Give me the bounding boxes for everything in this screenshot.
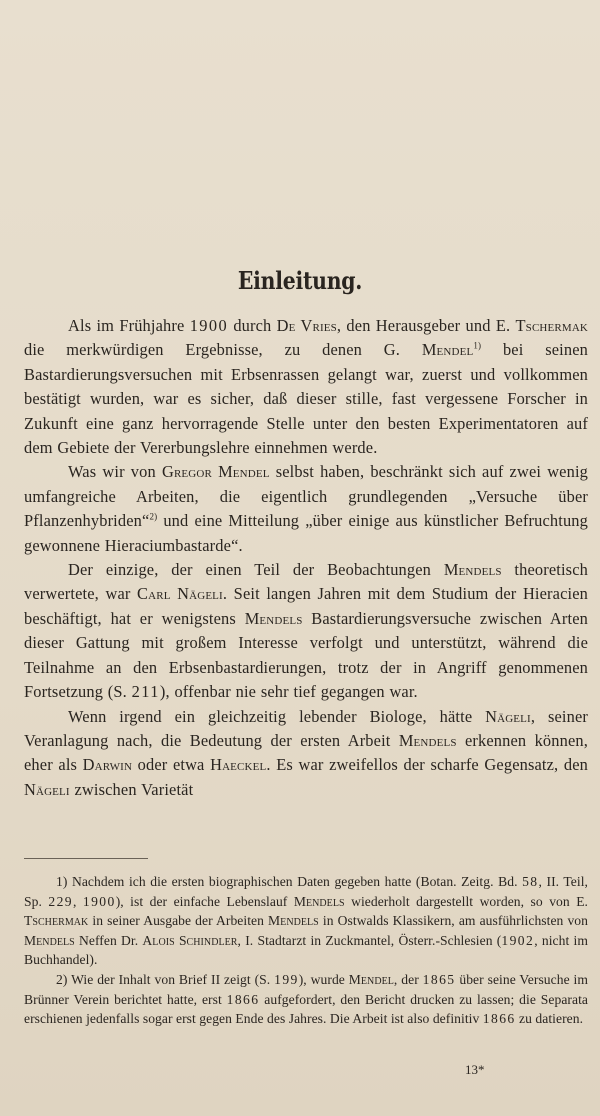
text-run: theoretisch verwertete, war bbox=[24, 560, 588, 604]
name-small-caps: Mendels bbox=[398, 730, 457, 750]
text-run: , bbox=[72, 893, 83, 909]
name-small-caps: Mendels bbox=[293, 893, 345, 909]
text-run: in Ostwalds Klassikern, am ausführlichsten von bbox=[318, 913, 588, 929]
text-run: aufgefordert, den Bericht drucken zu lassen; die Separata erschienen jedenfalls sogar erst gegen Ende des Jahres. Die Arbeit ist also definitiv bbox=[24, 991, 588, 1027]
text-run: selbst haben, beschränkt sich auf zwei wenig umfangreiche Arbeiten, die eigentlich grundlegenden „Versuche über Pflanzenhybriden“ bbox=[24, 462, 589, 531]
name-small-caps: Mendels bbox=[24, 932, 75, 948]
paragraph bbox=[24, 314, 588, 460]
text-run: 1866 bbox=[226, 991, 260, 1007]
text-run: , seiner Veranlagung nach, die Bedeutung der ersten Arbeit bbox=[24, 706, 588, 750]
text-run: Neffen Dr. bbox=[74, 932, 143, 948]
name-small-caps: Gregor Mendel bbox=[161, 462, 270, 482]
text-run: ), wurde bbox=[298, 971, 349, 987]
text-run: durch bbox=[228, 316, 277, 335]
name-small-caps: Darwin bbox=[82, 755, 133, 775]
paragraph bbox=[24, 558, 588, 704]
footnote-marker: 2) bbox=[149, 511, 158, 522]
text-run: 199 bbox=[274, 971, 299, 987]
name-small-caps: Alois Schindler bbox=[142, 932, 238, 948]
text-run: 1) Nachdem ich die ersten biographischen Daten gegeben hatte (Botan. Zeitg. Bd. bbox=[56, 874, 523, 889]
text-run: Was wir von bbox=[68, 462, 162, 482]
paragraph bbox=[24, 460, 588, 558]
footnote-marker: 1) bbox=[473, 340, 482, 351]
text-run: ), ist der einfache Lebenslauf bbox=[115, 893, 294, 909]
name-small-caps: Haeckel bbox=[210, 755, 267, 775]
text-run: . Es war zweifellos der scharfe Gegensatz, den bbox=[266, 755, 588, 775]
paragraph bbox=[24, 705, 588, 803]
text-run: oder etwa bbox=[132, 755, 211, 775]
footnote bbox=[24, 872, 588, 970]
text-run: , nicht im Buchhandel). bbox=[24, 932, 588, 968]
text-run: 229 bbox=[48, 893, 73, 909]
text-run: Wenn irgend ein gleichzeitig lebender Biologe, hätte bbox=[68, 706, 486, 726]
text-run: zwischen Varietät bbox=[69, 779, 194, 799]
name-small-caps: Mendels bbox=[268, 913, 319, 929]
text-run: 1902 bbox=[501, 932, 535, 948]
chapter-heading: Einleitung. bbox=[237, 266, 363, 295]
text-run: , der bbox=[393, 971, 423, 987]
text-run: , den Herausgeber und E. bbox=[336, 316, 516, 335]
name-small-caps: Nägeli bbox=[24, 779, 70, 799]
text-run: und eine Mitteilung „über einige aus künstlicher Befruchtung gewonnene Hieraciumbastarde“. bbox=[24, 511, 588, 555]
name-small-caps: Tschermak bbox=[24, 913, 89, 929]
name-small-caps: Mendels bbox=[443, 560, 502, 580]
text-run: Als im Frühjahre bbox=[68, 316, 190, 335]
name-small-caps: Carl Nägeli bbox=[137, 584, 223, 604]
name-small-caps: Mendel bbox=[348, 971, 394, 987]
footnote bbox=[24, 970, 588, 1029]
text-run: ), offenbar nie sehr tief gegangen war. bbox=[159, 682, 418, 702]
name-small-caps: Nägeli bbox=[485, 706, 531, 726]
text-run: wiederholt dargestellt worden, so von E. bbox=[344, 893, 588, 909]
text-run: 1900 bbox=[82, 893, 116, 909]
text-run: 1865 bbox=[422, 971, 456, 987]
text-run: Der einzige, der einen Teil der Beobachtungen bbox=[68, 560, 444, 580]
text-run: über seine Versuche im Brünner Verein berichtet hatte, erst bbox=[24, 971, 588, 1007]
name-small-caps: De Vries bbox=[276, 316, 337, 335]
text-run: bei seinen Bastardierungsversuchen mit Erbsenrassen gelangt war, zuerst und vollkommen bestätigt wurden, war es sicher, daß dieser stille, fast vergessene Forscher in Zukunft eine ganz hervorragende Stelle unter den besten Experimentatoren auf dem Gebiete der Vererbungslehre einnehmen werde. bbox=[24, 340, 588, 458]
footnotes bbox=[24, 872, 588, 1029]
name-small-caps: Mendels bbox=[244, 608, 303, 628]
main-text bbox=[24, 314, 588, 802]
text-run: zu datieren. bbox=[515, 1011, 584, 1027]
text-run: erkennen können, eher als bbox=[24, 730, 588, 775]
text-run: 211 bbox=[131, 682, 160, 702]
text-run: 2) Wie der Inhalt von Brief II zeigt (S. bbox=[56, 971, 275, 987]
text-run: , II. Teil, Sp. bbox=[24, 874, 588, 909]
text-run: . Seit langen Jahren mit dem Studium der Hieracien beschäftigt, hat er wenigstens bbox=[24, 584, 588, 628]
name-small-caps: Tschermak bbox=[515, 316, 589, 335]
text-run: 58 bbox=[522, 874, 539, 889]
text-run: 1866 bbox=[482, 1011, 516, 1027]
text-run: , I. Stadtarzt in Zuckmantel, Österr.-Schlesien ( bbox=[237, 932, 502, 948]
text-run: die merkwürdigen Ergebnisse, zu denen G. bbox=[24, 340, 422, 360]
name-small-caps: Mendel bbox=[421, 340, 474, 360]
footnote-divider bbox=[24, 858, 148, 859]
text-run: 1900 bbox=[189, 316, 229, 335]
text-run: in seiner Ausgabe der Arbeiten bbox=[88, 913, 269, 929]
text-run: Bastardierungsversuche zwischen Arten dieser Gattung mit großem Interesse verfolgt und unterstützt, während die Teilnahme an den Erbsenbastardierungen, trotz der in Angriff genommenen Fortsetzung (S. bbox=[24, 608, 588, 702]
page-number: 13* bbox=[465, 1062, 485, 1077]
